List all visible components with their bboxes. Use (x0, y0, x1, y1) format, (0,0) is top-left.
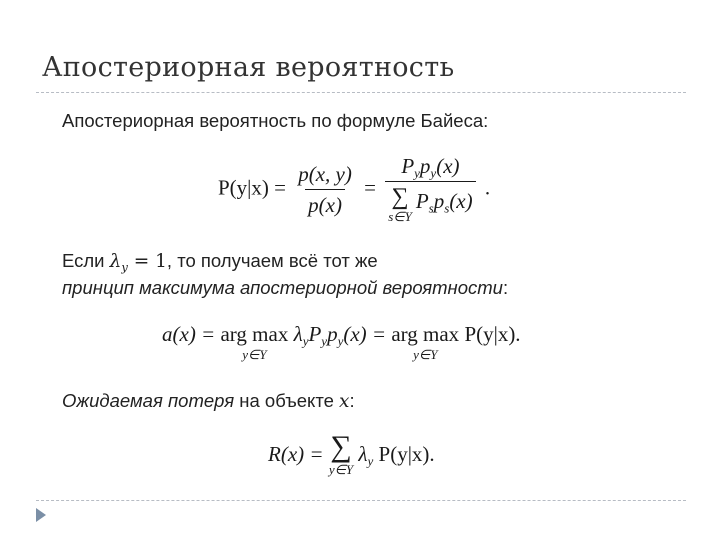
bayes-intro-text: Апостериорная вероятность по формуле Байеса: (62, 110, 489, 131)
bullet-arrow-icon (36, 508, 46, 522)
argmax-body-1: $\lambda_yP_yp_y(x)$ = (293, 322, 392, 349)
bayes-den-1: p(x) (305, 189, 345, 218)
argmax-op-2: arg max y∈Y (391, 322, 460, 362)
principle-text: принцип максимума апостериорной вероятности (62, 277, 503, 298)
risk-formula (268, 432, 435, 478)
bayes-formula (218, 154, 490, 225)
bayes-eq: = (364, 175, 376, 200)
principle-line: принцип максимума апостериорной вероятности: (62, 277, 509, 298)
argmax-lhs: a(x) = (162, 322, 221, 346)
risk-sum: ∑ y∈Y (328, 430, 354, 477)
loss-line: Ожидаемая потеря на объекте x: (62, 390, 355, 412)
lambda-condition: $\lambda_y = 1$ (109, 251, 167, 274)
loss-term: Ожидаемая потеря (62, 390, 235, 411)
argmax-formula (162, 322, 521, 363)
if-text-a: Если (62, 250, 110, 271)
bayes-den-2: ∑ s∈Y $P_sp_s(x)$ (385, 181, 475, 225)
bayes-end: . (484, 175, 491, 200)
argmax-body-2: P(y|x). (464, 322, 521, 346)
if-line (62, 250, 378, 272)
bayes-lhs: P(y|x) = (218, 175, 286, 200)
risk-body: $\lambda_y$ P(y|x). (358, 442, 435, 469)
slide-title: Апостериорная вероятность (42, 52, 455, 83)
footer-divider (36, 500, 686, 501)
bayes-sum: ∑ s∈Y (388, 184, 412, 224)
risk-lhs: R(x) = (268, 442, 329, 466)
if-text-b: , то получаем всё тот же (166, 250, 378, 271)
argmax-op-1: arg max y∈Y (220, 322, 289, 362)
title-divider (36, 92, 686, 93)
bayes-num-1: p(x, y) (298, 161, 352, 186)
bayes-fraction-1 (295, 162, 355, 218)
bayes-num-2: $P_yp_y(x)$ (401, 154, 460, 181)
bayes-fraction-2 (385, 154, 475, 225)
